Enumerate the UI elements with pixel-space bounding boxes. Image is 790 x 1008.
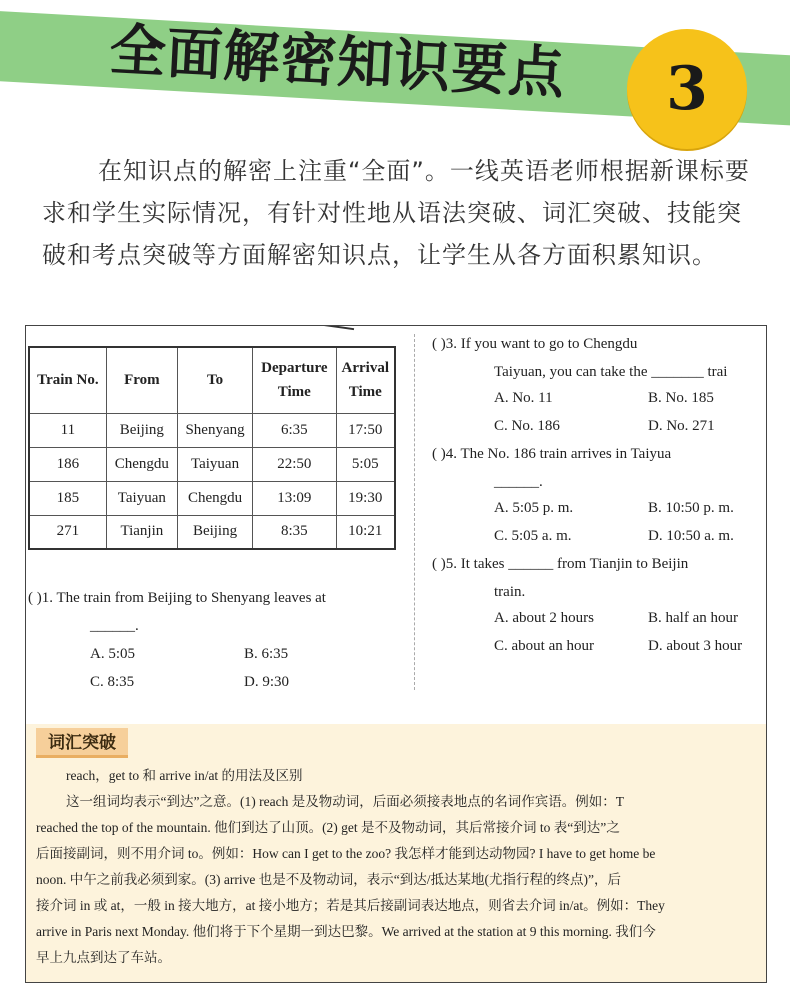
table-header-row <box>29 347 395 413</box>
question-4-option-d: D. 10:50 a. m. <box>648 528 734 544</box>
question-4-option-a: A. 5:05 p. m. <box>494 500 574 516</box>
question-3-stem-cont: Taiyuan, you can take the _______ trai <box>494 364 728 380</box>
vocab-line: reach，get to 和 arrive in/at 的用法及区别 <box>66 768 303 783</box>
question-3-stem: ( )3. If you want to go to Chengdu <box>432 336 638 352</box>
vocabulary-section <box>26 724 767 983</box>
question-5-option-d: D. about 3 hour <box>648 638 743 654</box>
table-cell: 186 <box>29 447 106 481</box>
header-from: From <box>106 347 177 413</box>
table-cell: 17:50 <box>336 413 395 447</box>
question-1-option-d: D. 9:30 <box>244 674 289 690</box>
question-4-option-b: B. 10:50 p. m. <box>648 500 734 516</box>
question-5-option-c: C. about an hour <box>494 638 594 654</box>
question-4-stem: ( )4. The No. 186 train arrives in Taiyua <box>432 446 672 462</box>
question-1-blank: ______. <box>90 618 139 634</box>
question-4-blank: ______. <box>494 474 543 490</box>
question-3-option-d: D. No. 271 <box>648 418 715 434</box>
table-row <box>29 481 395 515</box>
vocab-line: arrive in Paris next Monday. 他们将于下个星期一到达巴黎。We arrived at the station at 9 this morning. 我们今 <box>36 924 656 939</box>
table-cell: 185 <box>29 481 106 515</box>
question-5-stem: ( )5. It takes ______ from Tianjin to Beijin <box>432 556 689 572</box>
question-1-option-b: B. 6:35 <box>244 646 289 662</box>
badge-number: 3 <box>666 54 708 124</box>
page-decoration <box>294 325 354 334</box>
intro-paragraph: 在知识点的解密上注重“全面”。一线英语老师根据新课标要求和学生实际情况，有针对性地从语法突破、词汇突破、技能突破和考点突破等方面解密知识点，让学生从各方面积累知识。 <box>42 157 750 269</box>
table-cell: Taiyuan <box>177 447 252 481</box>
column-divider <box>414 334 415 690</box>
vocab-line: 接介词 in 或 at，一般 in 接大地方，at 接小地方；若是其后接副词表达地点，则省去介词 in/at。例如：They <box>36 898 665 913</box>
question-3-option-a: A. No. 11 <box>494 390 553 406</box>
table-cell: Beijing <box>106 413 177 447</box>
table-cell: 271 <box>29 515 106 549</box>
question-1-option-c: C. 8:35 <box>90 674 135 690</box>
table-cell: 6:35 <box>253 413 336 447</box>
section-number-badge <box>627 29 747 149</box>
table-cell: 10:21 <box>336 515 395 549</box>
vocab-line: reached the top of the mountain. 他们到达了山顶。(2) get 是不及物动词，其后常接介词 to 表“到达”之 <box>36 820 620 835</box>
header-to: To <box>177 347 252 413</box>
vocabulary-section-tab: 词汇突破 <box>36 728 128 758</box>
table-cell: 5:05 <box>336 447 395 481</box>
question-5-option-b: B. half an hour <box>648 610 738 626</box>
vocab-line: noon. 中午之前我必须到家。(3) arrive 也是不及物动词，表示“到达/抵达某地(尤指行程的终点)”，后 <box>36 872 621 887</box>
table-row <box>29 447 395 481</box>
question-3-option-c: C. No. 186 <box>494 418 560 434</box>
table-cell: 13:09 <box>253 481 336 515</box>
question-3-option-b: B. No. 185 <box>648 390 714 406</box>
vocab-line: 这一组词均表示“到达”之意。(1) reach 是及物动词，后面必须接表地点的名词作宾语。例如：T <box>66 794 624 809</box>
train-timetable <box>28 346 396 550</box>
question-5-stem-cont: train. <box>494 584 526 600</box>
header-arrival: Arrival Time <box>336 347 395 413</box>
book-page-sample <box>25 325 767 983</box>
table-cell: Chengdu <box>106 447 177 481</box>
page-title: 全面解密知识要点 <box>107 17 567 107</box>
table-cell: Chengdu <box>177 481 252 515</box>
table-cell: Taiyuan <box>106 481 177 515</box>
table-cell: Beijing <box>177 515 252 549</box>
question-1-stem: ( )1. The train from Beijing to Shenyang leaves at <box>28 590 326 606</box>
header-train-no: Train No. <box>29 347 106 413</box>
table-cell: Shenyang <box>177 413 252 447</box>
question-1-option-a: A. 5:05 <box>90 646 135 662</box>
vocab-line: 早上九点到达了车站。 <box>36 950 171 965</box>
header-departure: Departure Time <box>253 347 336 413</box>
table-row <box>29 515 395 549</box>
question-5-option-a: A. about 2 hours <box>494 610 594 626</box>
vocab-line: 后面接副词，则不用介词 to。例如：How can I get to the zoo? 我怎样才能到达动物园? I have to get home be <box>36 846 656 861</box>
table-cell: 22:50 <box>253 447 336 481</box>
table-cell: 19:30 <box>336 481 395 515</box>
table-cell: Tianjin <box>106 515 177 549</box>
table-cell: 11 <box>29 413 106 447</box>
question-4-option-c: C. 5:05 a. m. <box>494 528 572 544</box>
table-cell: 8:35 <box>253 515 336 549</box>
table-row <box>29 413 395 447</box>
